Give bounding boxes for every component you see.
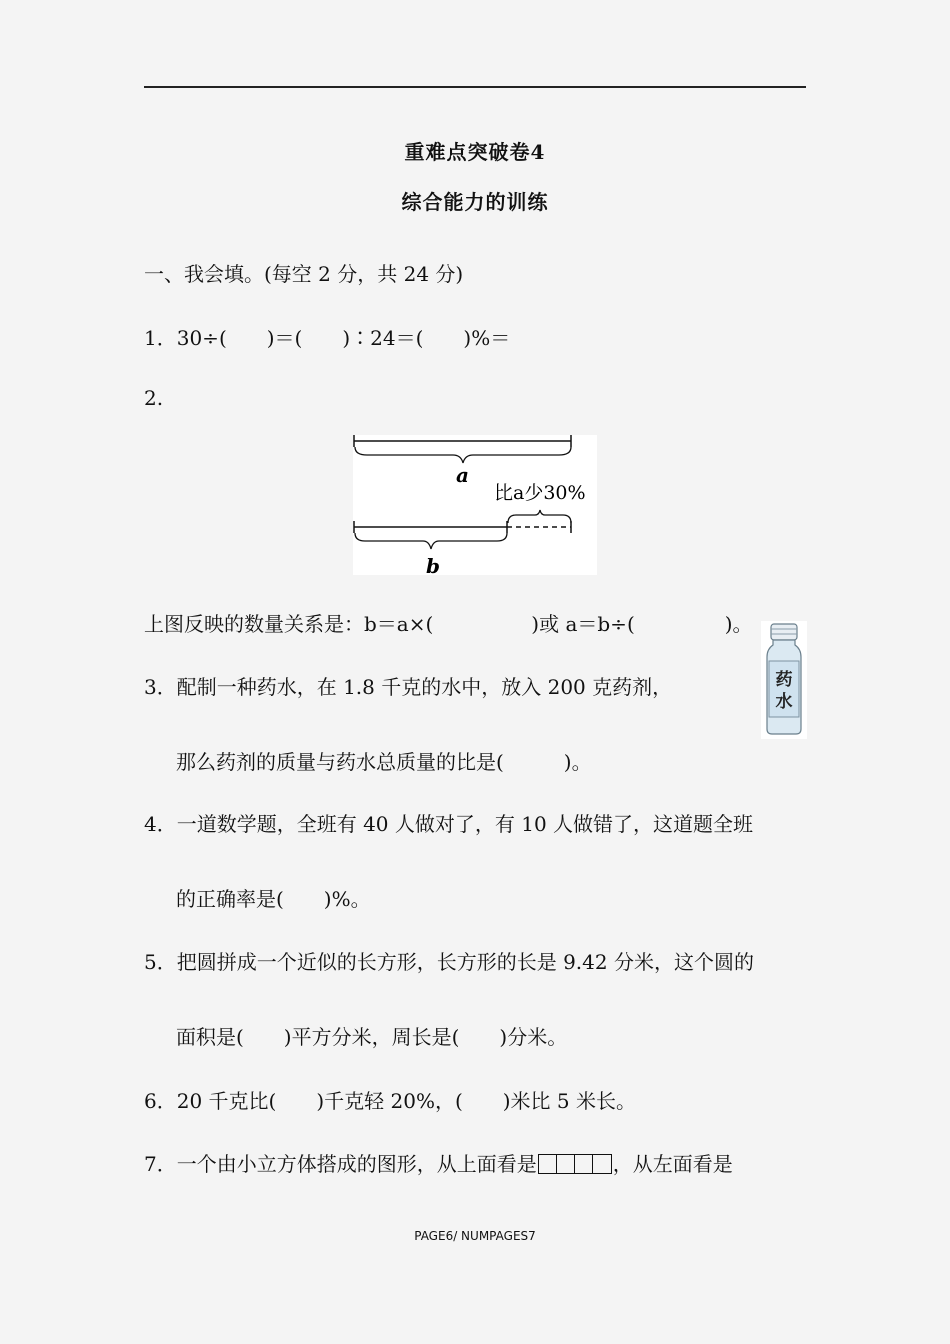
question-1 bbox=[144, 322, 510, 351]
question-2-text bbox=[144, 608, 753, 637]
page-title: 重难点突破卷4 bbox=[404, 140, 546, 164]
question-1-text: 30÷( )＝( )∶24＝( )%＝ bbox=[176, 326, 511, 350]
section-heading: 一、我会填。(每空 2 分，共 24 分) bbox=[144, 262, 464, 286]
label-a: a bbox=[456, 463, 469, 487]
question-1-number: 1． bbox=[144, 326, 177, 350]
question-2-text-3: )。 bbox=[724, 612, 753, 636]
question-7-text-2: ，从左面看是 bbox=[612, 1152, 733, 1176]
question-5-line-2: 面积是( )平方分米，周长是( )分米。 bbox=[176, 1025, 568, 1049]
header-rule bbox=[144, 86, 806, 88]
question-2-number: 2. bbox=[144, 386, 164, 410]
medicine-bottle-image bbox=[761, 621, 807, 739]
brace-a bbox=[355, 447, 571, 463]
brace-difference bbox=[508, 510, 571, 523]
medicine-bottle-svg bbox=[761, 621, 807, 739]
question-2-text-2: )或 a＝b÷( bbox=[531, 612, 635, 636]
question-6: 6．20 千克比( )千克轻 20%，( )米比 5 米长。 bbox=[144, 1089, 636, 1113]
question-5-line-1: 5．把圆拼成一个近似的长方形，长方形的长是 9.42 分米，这个圆的 bbox=[144, 950, 754, 974]
question-4-line-1: 4．一道数学题，全班有 40 人做对了，有 10 人做错了，这道题全班 bbox=[144, 812, 754, 836]
square bbox=[557, 1155, 575, 1173]
label-b: b bbox=[426, 554, 440, 575]
question-7-text-1: 7．一个由小立方体搭成的图形，从上面看是 bbox=[144, 1152, 537, 1176]
question-4-line-2: 的正确率是( )%。 bbox=[176, 887, 371, 911]
bottle-label-text-2: 水 bbox=[775, 692, 793, 712]
top-view-squares bbox=[538, 1154, 612, 1174]
square bbox=[539, 1155, 557, 1173]
bottle-label-text-1: 药 bbox=[775, 670, 793, 690]
bottle-cap bbox=[771, 624, 797, 640]
label-note: 比a少30% bbox=[494, 482, 586, 504]
page-subtitle: 综合能力的训练 bbox=[401, 190, 549, 214]
segment-diagram-svg bbox=[353, 435, 597, 575]
square bbox=[593, 1155, 611, 1173]
question-2-text-1: 上图反映的数量关系是：b＝a×( bbox=[144, 612, 434, 636]
question-3-line-2: 那么药剂的质量与药水总质量的比是( )。 bbox=[176, 750, 592, 774]
segment-diagram bbox=[353, 435, 597, 575]
square bbox=[575, 1155, 593, 1173]
question-3-line-1: 3．配制一种药水，在 1.8 千克的水中，放入 200 克药剂， bbox=[144, 675, 673, 699]
question-7 bbox=[144, 1148, 733, 1177]
brace-b bbox=[355, 533, 507, 549]
page-footer: PAGE6/ NUMPAGES7 bbox=[414, 1229, 536, 1243]
